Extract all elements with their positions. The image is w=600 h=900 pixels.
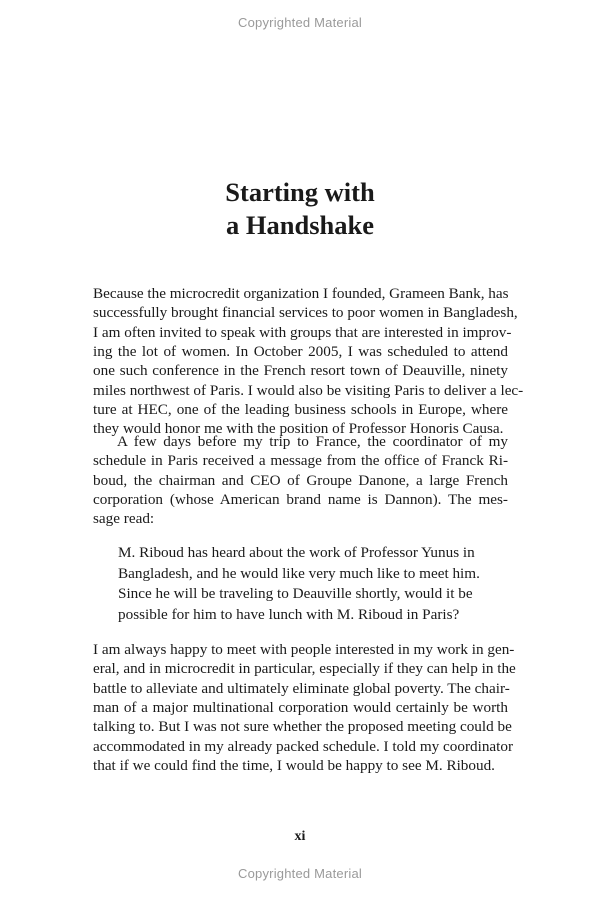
quote-line: possible for him to have lunch with M. Riboud in Paris? bbox=[118, 605, 460, 623]
block-quote bbox=[118, 543, 498, 625]
paragraph-line: A few days before my trip to France, the coordinator of my bbox=[117, 433, 508, 450]
paragraph-line: sage read: bbox=[93, 510, 155, 528]
paragraph-line: Because the microcredit organization I founded, Grameen Bank, has bbox=[93, 285, 509, 302]
quote-line: Since he will be traveling to Deauville shortly, would it be bbox=[118, 585, 473, 602]
copyright-watermark-top: Copyrighted Material bbox=[238, 15, 362, 30]
paragraph-line: ture at HEC, one of the leading business schools in Europe, where bbox=[93, 401, 508, 419]
quote-line: M. Riboud has heard about the work of Professor Yunus in bbox=[118, 544, 475, 561]
paragraph-line: battle to alleviate and ultimately eliminate global poverty. The chair- bbox=[93, 679, 510, 697]
paragraph-line: I am always happy to meet with people interested in my work in gen- bbox=[93, 641, 515, 658]
chapter-title-line-1: Starting with bbox=[225, 177, 375, 207]
paragraph-line: boud, the chairman and CEO of Groupe Danone, a large French bbox=[93, 471, 508, 489]
paragraph-line: corporation (whose American brand name is Dannon). The mes- bbox=[93, 491, 508, 509]
paragraph-1 bbox=[93, 284, 524, 439]
paragraph-line: talking to. But I was not sure whether the proposed meeting could be bbox=[93, 718, 512, 736]
paragraph-2 bbox=[93, 432, 508, 529]
paragraph-line: that if we could find the time, I would be happy to see M. Riboud. bbox=[93, 757, 495, 775]
paragraph-line: miles northwest of Paris. I would also be visiting Paris to deliver a lec- bbox=[93, 381, 524, 399]
paragraph-3 bbox=[93, 640, 516, 775]
paragraph-line: successfully brought financial services to poor women in Bangladesh, bbox=[93, 304, 518, 322]
quote-line: Bangladesh, and he would like very much like to meet him. bbox=[118, 564, 480, 582]
paragraph-line: accommodated in my already packed schedule. I told my coordinator bbox=[93, 737, 514, 755]
paragraph-line: eral, and in microcredit in particular, especially if they can help in the bbox=[93, 660, 516, 678]
paragraph-line: I am often invited to speak with groups that are interested in improv- bbox=[93, 323, 512, 341]
chapter-title bbox=[0, 176, 600, 242]
chapter-title-line-2: a Handshake bbox=[225, 210, 374, 240]
copyright-watermark-bottom: Copyrighted Material bbox=[238, 866, 362, 881]
paragraph-line: man of a major multinational corporation would certainly be worth bbox=[93, 699, 508, 717]
paragraph-line: ing the lot of women. In October 2005, I was scheduled to attend bbox=[93, 343, 508, 361]
paragraph-line: they would honor me with the position of Professor Honoris Causa. bbox=[93, 420, 504, 438]
paragraph-line: one such conference in the French resort town of Deauville, ninety bbox=[93, 362, 508, 380]
page-number: xi bbox=[294, 829, 306, 844]
paragraph-line: schedule in Paris received a message from the office of Franck Ri- bbox=[93, 452, 508, 470]
